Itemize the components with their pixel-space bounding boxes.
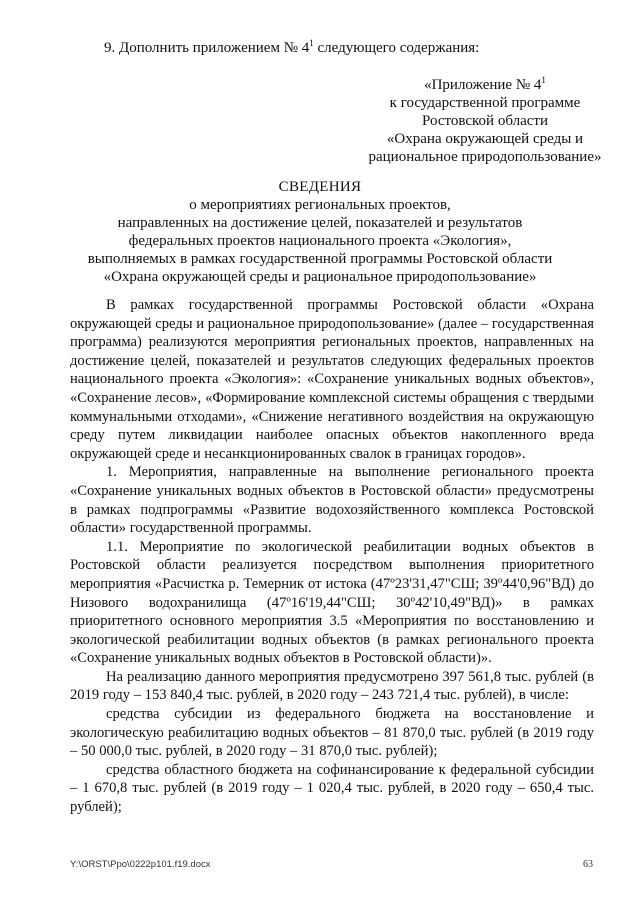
appendix-header <box>350 76 620 166</box>
document-heading <box>40 178 600 286</box>
document-body <box>70 296 594 817</box>
body-paragraph: средства областного бюджета на софинансирование к федеральной субсидии – 1 670,8 тыс. рублей (в 2019 году – 1 020,4 тыс. рублей, в 2020 году – 650,4 тыс. рублей); <box>70 761 594 816</box>
appendix-title: «Приложение № 4 <box>424 77 542 93</box>
heading-line: направленных на достижение целей, показателей и результатов <box>117 215 523 231</box>
appendix-line: Ростовской области <box>422 113 548 129</box>
footer-file-path: Y:\ORST\Ppo\0222p101.f19.docx <box>70 859 211 870</box>
heading-line: федеральных проектов национального проекта «Экология», <box>128 233 512 249</box>
body-paragraph: 1.1. Мероприятие по экологической реабилитации водных объектов в Ростовской области реализуется посредством выполнения приоритетного мероприятия «Расчистка р. Темерник от истока (47º23'31,47"СШ; 39º44'0,96"ВД) до Низового водохранилища (47º16'19,44"СШ; 30º42'10,49"ВД)» в рамках приоритетного основного мероприятия 3.5 «Мероприятия по восстановлению и экологической реабилитации водных объектов (в рамках регионального проекта «Сохранение уникальных водных объектов в Ростовской области)». <box>70 538 594 667</box>
heading-line: «Охрана окружающей среды и рациональное природопользование» <box>103 269 537 285</box>
intro-superscript: 1 <box>309 38 314 48</box>
amendment-intro <box>104 40 479 57</box>
body-paragraph: В рамках государственной программы Ростовской области «Охрана окружающей среды и рациональное природопользование» (далее – государственная программа) реализуются мероприятия региональных проектов, направленных на достижение целей, показателей и результатов следующих федеральных проектов национального проекта «Экология»: «Сохранение уникальных водных объектов», «Сохранение лесов», «Формирование комплексной системы обращения с твердыми коммунальными отходами», «Снижение негативного воздействия на окружающую среду путем ликвидации наиболее опасных объектов накопленного вреда окружающей среде и несанкционированных свалок в границах городов». <box>70 297 594 462</box>
heading-title: СВЕДЕНИЯ <box>278 179 362 195</box>
heading-line: выполняемых в рамках государственной программы Ростовской области <box>87 251 553 267</box>
body-paragraph: 1. Мероприятия, направленные на выполнение регионального проекта «Сохранение уникальных водных объектов в Ростовской области» предусмотрены в рамках подпрограммы «Развитие водохозяйственного комплекса Ростовской области» государственной программы. <box>70 464 594 537</box>
intro-text: 9. Дополнить приложением № 4 <box>104 40 310 56</box>
appendix-line: рациональное природопользование» <box>368 149 602 165</box>
heading-line: о мероприятиях региональных проектов, <box>189 197 451 213</box>
appendix-line <box>350 76 620 94</box>
body-paragraph: средства субсидии из федерального бюджета на восстановление и экологическую реабилитацию водных объектов – 81 870,0 тыс. рублей (в 2019 году – 50 000,0 тыс. рублей, в 2020 году – 31 870,0 тыс. рублей); <box>70 706 594 760</box>
appendix-superscript: 1 <box>541 75 546 85</box>
footer-page-number: 63 <box>583 859 593 870</box>
body-paragraph: На реализацию данного мероприятия предусмотрено 397 561,8 тыс. рублей (в 2019 году – 153 840,4 тыс. рублей, в 2020 году – 243 721,4 тыс. рублей), в числе: <box>70 668 594 704</box>
appendix-line: «Охрана окружающей среды и <box>386 131 584 147</box>
intro-tail: следующего содержания: <box>313 40 480 56</box>
appendix-line: к государственной программе <box>389 95 581 111</box>
